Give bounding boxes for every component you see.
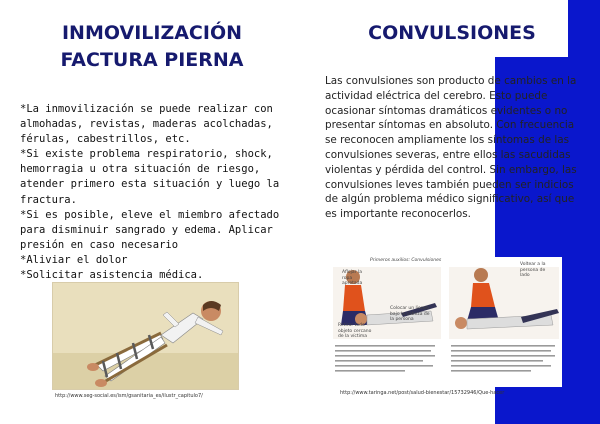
left-paragraph-4: *Aliviar el dolor — [20, 253, 128, 266]
figure-label-loosen: Aflojar la ropa apretada — [342, 270, 363, 286]
figure-heading: Primeros auxilios: Convulsiones — [370, 258, 442, 263]
right-body-text: Las convulsiones son producto de cambios en la actividad eléctrica del cerebro. Esto puede ocasionar síntomas dramáticos evidentes o no presentar síntomas en absoluto. Con frecuencia se reconocen ampliamente los síntomas de las convulsiones severas, entre ellos las sacudidas violentas y pérdida del control. Sin embargo, las convulsiones leves también pueden ser indicios de algún problema médico significativo, así que es importante reconocerlos. — [325, 75, 577, 221]
left-paragraph-2: *Si existe problema respiratorio, shock, hemorragia u otra situación de riesgo, atender primero esta situación y luego la fractura. — [20, 148, 280, 206]
left-body-text — [20, 102, 282, 283]
left-title-line2: FACTURA PIERNA — [60, 49, 244, 71]
figure-label-remove: Retirar todo objeto cercano de la víctima — [338, 323, 372, 339]
left-paragraph-5: *Solicitar asistencia médica. — [20, 269, 204, 282]
left-paragraph-1: *La inmovilización se puede realizar con almohadas, revistas, maderas acolchadas, férulas, cabestrillos, etc. — [20, 103, 273, 146]
right-image-source: http://www.taringa.net/post/salud-bienestar/15732946/Que-hacer — [340, 390, 505, 396]
leg-immobilization-illustration — [52, 282, 239, 390]
figure-label-pillow: Colocar un lienzo bajo la cabeza de la persona — [390, 306, 430, 322]
right-title: CONVULSIONES — [368, 22, 536, 44]
figure-label-turn: Voltear a la persona de lado — [520, 262, 546, 278]
left-paragraph-3: *Si es posible, eleve el miembro afectado para disminuir sangrado y edema. Aplicar presión en caso necesario — [20, 208, 280, 251]
leg-immobilization-drawing — [53, 283, 239, 390]
left-title — [42, 20, 262, 74]
left-title-line1: INMOVILIZACIÓN — [61, 22, 243, 44]
left-image-source: http://www.seg-social.es/ism/gsanitaria_es/ilustr_capitulo7/ — [55, 393, 203, 399]
